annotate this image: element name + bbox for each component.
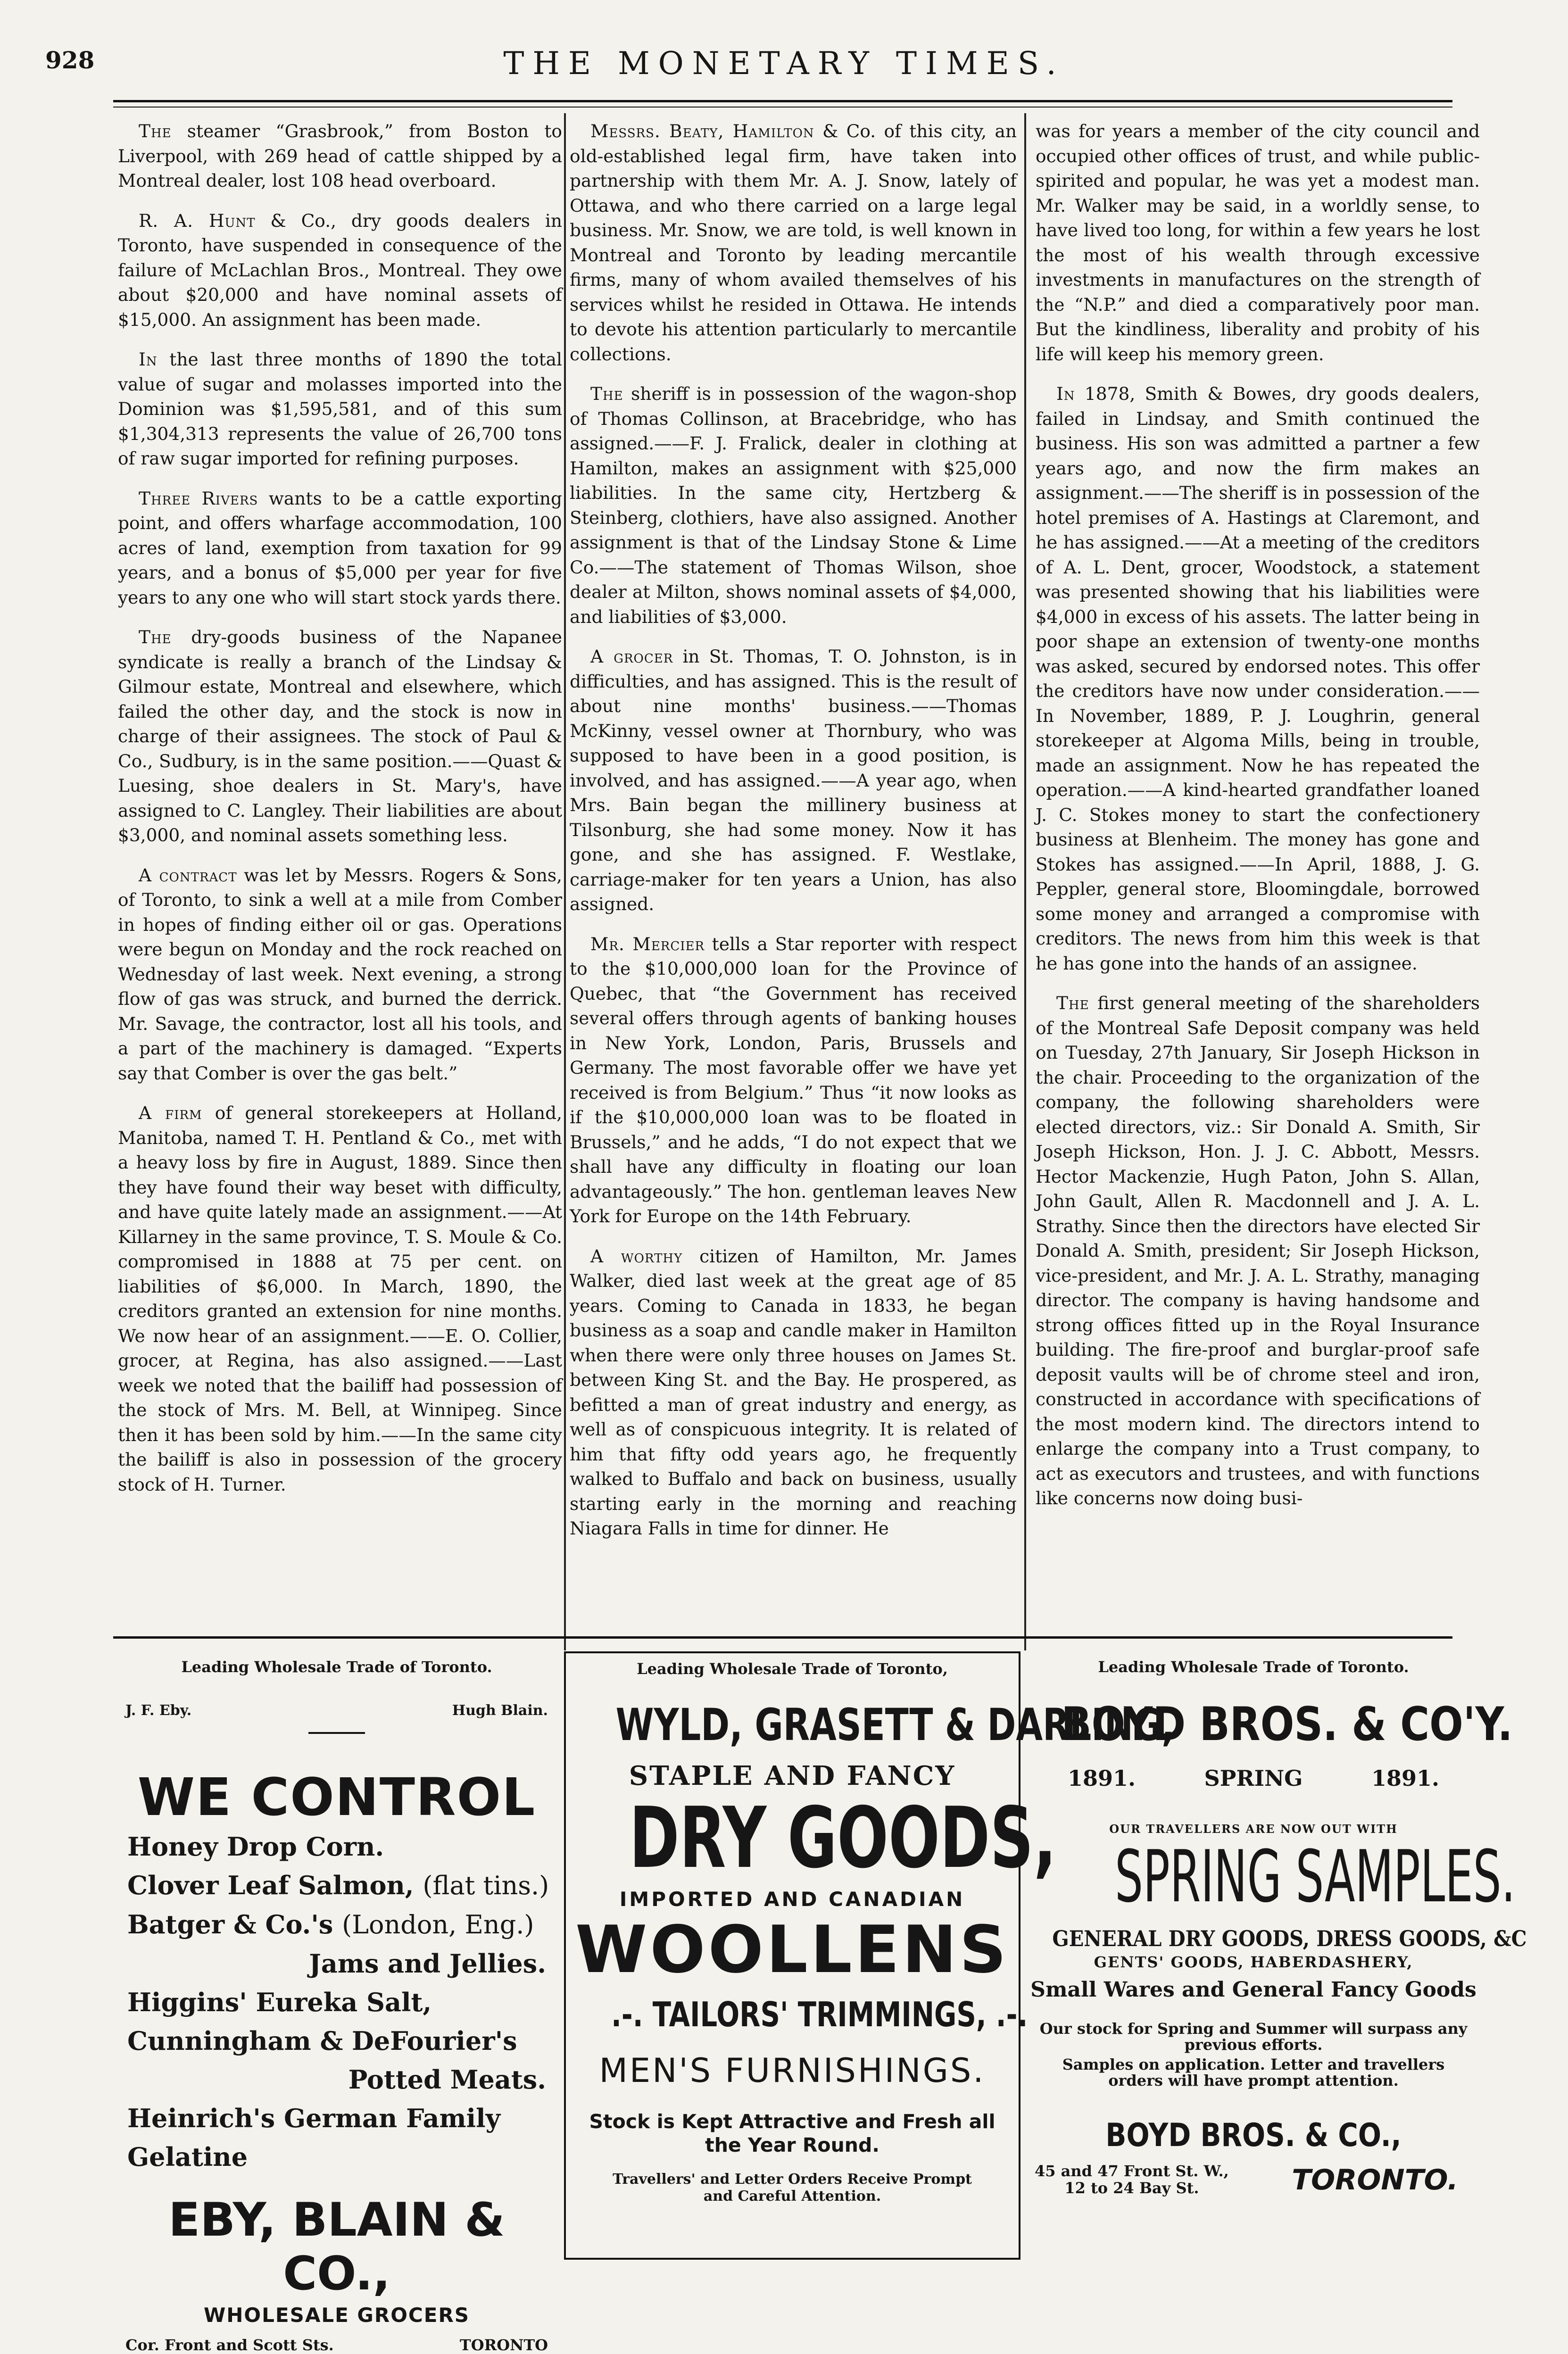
street-address: Cor. Front and Scott Sts. [125, 2336, 334, 2354]
column-rule [1024, 113, 1026, 1650]
product: Potted Meats. [348, 2064, 546, 2095]
ad-headline: SPRING SAMPLES. [1115, 1835, 1516, 1918]
paragraph-text: steamer “Grasbrook,” from Boston to Liverpool, with 269 head of cattle shipped by a Montreal dealer, lost 108 head overboard. [118, 121, 562, 191]
ad-line: Our stock for Spring and Summer will surpass any previous efforts. [1039, 2020, 1468, 2054]
street-address [1035, 2163, 1229, 2197]
product: Cunningham & DeFourier's [127, 2026, 517, 2056]
divider [308, 1732, 365, 1734]
paragraph-lead: A contract [139, 864, 237, 886]
paragraph-text: citizen of Hamilton, Mr. James Walker, died last week at the great age of 85 years. Coming to Canada in 1833, he began business as a soap and candle maker in Hamilton when there were only three houses on James St. between King St. and the Bay. He prospered, as befitted a man of great industry and energy, as well as of conspicuous integrity. It is related of him that fifty odd years ago, he frequently walked to Buffalo and back on business, usually starting early in the morning and reaching Niagara Falls in time for dinner. He [570, 1245, 1017, 1539]
paragraph-lead: R. A. Hunt [139, 210, 256, 231]
ad-line: Small Wares and General Fancy Goods [1030, 1978, 1477, 2002]
company-name: BOYD BROS. & CO'Y. [1061, 1698, 1513, 1751]
advertisement-boyd-bros [1030, 1651, 1527, 2260]
paragraph-text: & Co., dry goods dealers in Toronto, have suspended in consequence of the failure of McLachlan Bros., Montreal. They owe about $20,000 and have nominal assets of $15,000. An assignment has been made. [118, 210, 562, 330]
company-address [1035, 2163, 1458, 2197]
ad-headline: DRY GOODS, [629, 1789, 1057, 1887]
ad-line: STAPLE AND FANCY [629, 1760, 956, 1791]
paragraph-lead: In [139, 349, 158, 370]
paragraph-text: 1878, Smith & Bowes, dry goods dealers, failed in Lindsay, and Smith continued the business. His son was admitted a partner a few years ago, and now the firm makes an assignment.——The sheriff is in possession of the hotel premises of A. Hastings at Claremont, and he has assigned.——At a meeting of the creditors of A. L. Dent, grocer, Woodstock, a statement was presented showing that his liabilities were $4,000 in excess of his assets. The latter being in poor shape an extension of twenty-one months was asked, secured by endorsed notes. This offer the creditors have now under consideration.——In November, 1889, P. J. Loughrin, general storekeeper at Algoma Mills, being in trouble, made an assignment. Now he has repeated the operation.——A kind-hearted grandfather loaned J. C. Stokes money to start the confectionery business at Blenheim. The money has gone and Stokes has assigned.——In April, 1888, J. G. Peppler, general store, Bloomingdale, borrowed some money and arranged a compromise with creditors. The news from him this week is that he has gone into the hands of an assignee. [1036, 383, 1480, 974]
season-row [1068, 1766, 1439, 1791]
partner-name: Hugh Blain. [452, 1702, 548, 1719]
paragraph-text: in St. Thomas, T. O. Johnston, is in difficulties, and has assigned. This is the result of about nine months' business.——Thomas McKinny, vessel owner at Thornbury, who was supposed to have been in a good position, is involved, and has assigned.——A year ago, when Mrs. Bain began the millinery business at Tilsonburg, she had some money. Now it has gone, and she has assigned. F. Westlake, carriage-maker for ten years a Union, has also assigned. [570, 646, 1017, 914]
paragraph-text: tells a Star reporter with respect to the $10,000,000 loan for the Province of Quebec, that “the Government has received several offers through agents of banking houses in New York, London, Paris, Brussels and Germany. The most favorable offer we have yet received is from Belgium.” Thus “it now looks as if the $10,000,000 loan was to be floated in Brussels,” and he adds, “I do not expect that we shall have any difficulty in floating our loan advantageously.” The hon. gentleman leaves New York for Europe on the 14th February. [570, 933, 1017, 1227]
ad-label: Leading Wholesale Trade of Toronto. [1098, 1658, 1409, 1676]
article-column-2 [570, 119, 1017, 1556]
ad-headline: WOOLLENS [575, 1912, 1009, 1988]
ads-rule [113, 1636, 1452, 1639]
ad-line: OUR TRAVELLERS ARE NOW OUT WITH [1109, 1822, 1398, 1836]
city: TORONTO [459, 2336, 548, 2354]
product-name: Clover Leaf Salmon, [127, 1870, 414, 1900]
ad-line: GENTS' GOODS, HABERDASHERY, [1094, 1953, 1413, 1971]
city: TORONTO. [1292, 2163, 1458, 2197]
article-paragraph [1036, 991, 1480, 1511]
article-paragraph [118, 625, 562, 848]
product: Jams and Jellies. [309, 1948, 546, 1979]
company-name: EBY, BLAIN & CO., [168, 2193, 505, 2301]
year: 1891. [1068, 1766, 1136, 1791]
company-name: BOYD BROS. & CO., [1105, 2117, 1402, 2154]
article-paragraph [118, 486, 562, 610]
article-paragraph [118, 208, 562, 332]
paragraph-text: was for years a member of the city council and occupied other offices of trust, and while public-spirited and popular, he was yet a modest man. Mr. Walker may be said, in a worldly sense, to have lived too long, for within a few years he lost the most of his wealth through excessive investments in manufactures on the strength of the “N.P.” and died a comparatively poor man. But the kindliness, liberality and probity of his life will keep his memory green. [1036, 121, 1480, 365]
ad-line: IMPORTED AND CANADIAN [619, 1888, 965, 1911]
paragraph-text: & Co. of this city, an old-established legal firm, have taken into partnership with them Mr. A. J. Snow, lately of Ottawa, and who there carried on a large legal business. Mr. Snow, we are told, is well known in Montreal and Toronto by leading mercantile firms, many of whom availed themselves of his services whilst he resided in Ottawa. He intends to devote his attention particularly to mercantile collections. [570, 121, 1017, 365]
article-paragraph [118, 863, 562, 1086]
paragraph-lead: A worthy [590, 1245, 683, 1267]
company-address [125, 2336, 548, 2354]
ad-line: GENERAL DRY GOODS, DRESS GOODS, &C [1052, 1926, 1527, 1951]
ad-label: Leading Wholesale Trade of Toronto, [637, 1660, 948, 1678]
product: Heinrich's German Family Gelatine [127, 2103, 501, 2172]
paragraph-lead: Messrs. Beaty, Hamilton [590, 121, 814, 141]
product-name: Batger & Co.'s [127, 1909, 333, 1940]
ad-line: Stock is Kept Attractive and Fresh all the Year Round. [589, 2110, 996, 2156]
article-paragraph [570, 932, 1017, 1229]
product [127, 1905, 560, 1944]
masthead: THE MONETARY TIMES. [503, 45, 1065, 82]
paragraph-text: of general storekeepers at Holland, Manitoba, named T. H. Pentland & Co., met with a heavy loss by fire in August, 1889. Since then they have found their way beset with difficulty, and have quite lately made an assignment.——At Killarney in the same province, T. S. Moule & Co. compromised in 1888 at 75 per cent. on liabilities of $6,000. In March, 1890, the creditors granted an extension for nine months. We now hear of an assignment.——E. O. Collier, grocer, at Regina, has also assigned.——Last week we noted that the bailiff had possession of the stock of Mrs. M. Bell, at Winnipeg. Since then it has been sold by him.——In the same city the bailiff is also in possession of the grocery stock of H. Turner. [118, 1102, 563, 1495]
paragraph-lead: The [139, 627, 172, 647]
paragraph-lead: Three Rivers [139, 488, 258, 509]
article-paragraph [570, 381, 1017, 629]
paragraph-text: wants to be a cattle exporting point, and offers wharfage accommodation, 100 acres of land, exemption from taxation for 99 years, and a bonus of $5,000 per year for five years to any one who will start stock yards there. [118, 488, 563, 608]
ad-line: .-. TAILORS' TRIMMINGS, .-. [611, 1995, 1028, 2034]
product: Honey Drop Corn. [127, 1832, 384, 1862]
article-paragraph [570, 644, 1017, 917]
paragraph-lead: A firm [139, 1102, 202, 1123]
article-column-1 [118, 119, 562, 1512]
article-paragraph [570, 1244, 1017, 1541]
masthead-rule [113, 100, 1452, 102]
company-name: WYLD, GRASETT & DARLING, [615, 1699, 1175, 1751]
company-subtitle: WHOLESALE GROCERS [203, 2304, 470, 2327]
address-line: 12 to 24 Bay St. [1064, 2179, 1199, 2197]
advertisement-eby-blain [113, 1651, 560, 2354]
ad-label: Leading Wholesale Trade of Toronto. [181, 1658, 492, 1676]
product: Higgins' Eureka Salt, [127, 1987, 432, 2017]
address-line: 45 and 47 Front St. W., [1035, 2162, 1229, 2180]
product [127, 1866, 560, 1905]
paragraph-lead: In [1056, 383, 1075, 404]
season: SPRING [1204, 1766, 1303, 1791]
article-paragraph [1036, 119, 1480, 366]
page-number: 928 [45, 46, 95, 74]
paragraph-lead: The [139, 121, 172, 141]
article-paragraph [118, 347, 562, 471]
masthead-rule-thin [113, 107, 1452, 108]
ad-line: Samples on application. Letter and travellers orders will have prompt attention. [1062, 2056, 1445, 2089]
article-paragraph [118, 1101, 562, 1497]
ad-line: MEN'S FURNISHINGS. [599, 2051, 986, 2090]
paragraph-lead: The [590, 383, 623, 404]
product-note: (London, Eng.) [342, 1910, 534, 1940]
ad-headline: WE CONTROL [137, 1767, 536, 1827]
article-paragraph [1036, 381, 1480, 976]
paragraph-lead: The [1056, 993, 1089, 1013]
year: 1891. [1371, 1766, 1439, 1791]
column-rule [564, 113, 566, 1650]
product-note: (flat tins.) [423, 1871, 549, 1900]
paragraph-lead: A grocer [590, 646, 673, 667]
paragraph-text: sheriff is in possession of the wagon-shop of Thomas Collinson, at Bracebridge, who has assigned.——F. J. Fralick, dealer in clothing at Hamilton, makes an assignment with $25,000 liabilities. In the same city, Hertzberg & Steinberg, clothiers, have also assigned. Another assignment is that of the Lindsay Stone & Lime Co.——The statement of Thomas Wilson, shoe dealer at Milton, shows nominal assets of $4,000, and liabilities of $3,000. [570, 383, 1017, 627]
paragraph-text: the last three months of 1890 the total value of sugar and molasses imported into the Dominion was $1,595,581, and of this sum $1,304,313 represents the value of 26,700 tons of raw sugar imported for refining purposes. [118, 349, 562, 469]
paragraph-text: was let by Messrs. Rogers & Sons, of Toronto, to sink a well at a mile from Comber in hopes of finding either oil or gas. Operations were begun on Monday and the rock reached on Wednesday of last week. Next evening, a strong flow of gas was struck, and burned the derrick. Mr. Savage, the contractor, lost all his tools, and a part of the machinery is damaged. “Experts say that Comber is over the gas belt.” [118, 864, 563, 1084]
partner-name: J. F. Eby. [125, 1702, 192, 1719]
paragraph-text: first general meeting of the shareholders of the Montreal Safe Deposit company was held on Tuesday, 27th January, Sir Joseph Hickson in the chair. Proceeding to the organization of the company, the following shareholders were elected directors, viz.: Sir Donald A. Smith, Sir Joseph Hickson, Hon. J. J. C. Abbott, Messrs. Hector Mackenzie, Hugh Paton, John S. Allan, John Gault, Allen R. Macdonnell and J. A. L. Strathy. Since then the directors have elected Sir Donald A. Smith, president; Sir Joseph Hickson, vice-president, and Mr. J. A. L. Strathy, managing director. The company is having handsome and strong offices fitted up in the Royal Insurance building. The fire-proof and burglar-proof safe deposit vaults will be of chrome steel and iron, constructed in accordance with specifications of the most modern kind. The directors intend to enlarge the company into a Trust company, to act as executors and trustees, and with functions like concerns now doing busi- [1036, 993, 1480, 1509]
ad-line: Travellers' and Letter Orders Receive Prompt and Careful Attention. [613, 2171, 972, 2205]
article-paragraph [570, 119, 1017, 366]
article-paragraph [118, 119, 562, 193]
paragraph-text: dry-goods business of the Napanee syndicate is really a branch of the Lindsay & Gilmour estate, Montreal and elsewhere, which failed the other day, and the stock is now in charge of their assignees. The stock of Paul & Co., Sudbury, is in the same position.——Quast & Luesing, shoe dealers in St. Mary's, have assigned to C. Langley. Their liabilities are about $3,000, and nominal assets something less. [118, 627, 562, 845]
article-column-3 [1036, 119, 1480, 1526]
partner-names [125, 1702, 548, 1719]
paragraph-lead: Mr. Mercier [590, 933, 705, 954]
